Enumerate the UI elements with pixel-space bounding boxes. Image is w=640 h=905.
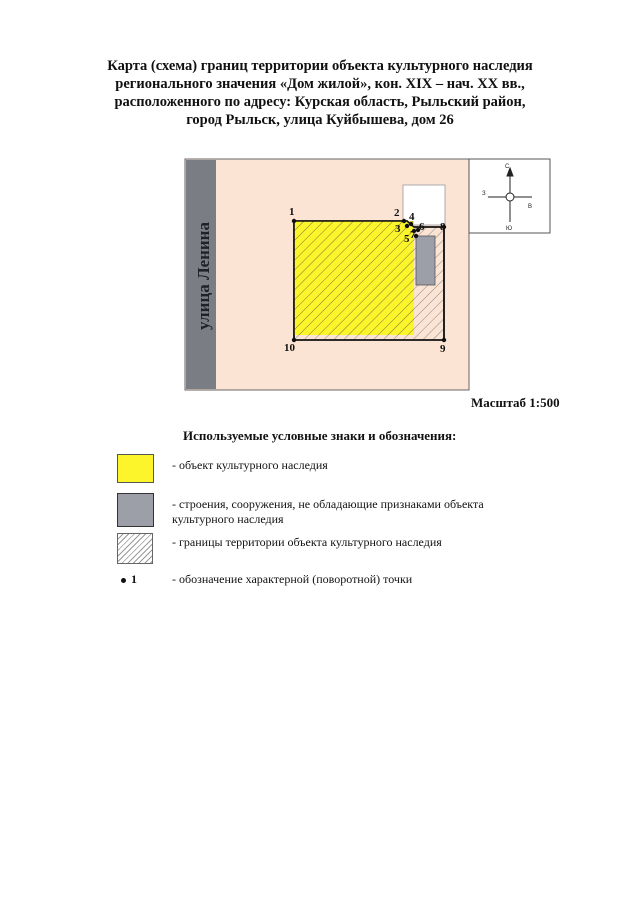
point-label-2: 2 xyxy=(394,207,400,219)
point-label-4: 4 xyxy=(409,211,415,223)
point-label-10: 10 xyxy=(284,342,295,354)
legend-heritage-swatch xyxy=(117,454,154,483)
point-dot-icon xyxy=(121,578,126,583)
compass-south: Ю xyxy=(506,226,513,232)
legend-point-sample xyxy=(121,572,137,587)
point-label-1: 1 xyxy=(289,206,295,218)
non-heritage-building xyxy=(416,236,435,285)
compass-east: В xyxy=(528,204,533,210)
title-line-3: расположенного по адресу: Курская область, Рыльский район, xyxy=(114,94,526,110)
legend-building-line-1: - строения, сооружения, не обладающие признаками объекта xyxy=(172,497,484,511)
legend-point-text: - обозначение характерной (поворотной) точки xyxy=(172,572,413,586)
heritage-object xyxy=(294,221,414,335)
legend-building-line-2: культурного наследия xyxy=(172,512,284,526)
point-label-8: 8 xyxy=(440,221,446,233)
legend-boundary-swatch xyxy=(117,533,153,564)
compass-north: С xyxy=(505,164,510,170)
compass-west: З xyxy=(482,191,486,197)
title-line-1: Карта (схема) границ территории объекта культурного наследия xyxy=(107,58,533,74)
street-label: улица Ленина xyxy=(194,222,213,330)
legend-building-text xyxy=(172,497,484,527)
title-line-4: город Рыльск, улица Куйбышева, дом 26 xyxy=(186,112,454,128)
point-label-7: 7 xyxy=(410,229,416,241)
point-label-9: 9 xyxy=(440,343,446,355)
legend-boundary-text: - границы территории объекта культурного наследия xyxy=(172,535,442,549)
point-label-5: 5 xyxy=(404,233,410,245)
title-line-2: регионального значения «Дом жилой», кон. XIX – нач. XX вв., xyxy=(115,76,525,92)
point-label-3: 3 xyxy=(395,223,401,235)
legend-heritage-text: - объект культурного наследия xyxy=(172,458,328,472)
scale-label: Масштаб 1:500 xyxy=(471,395,560,410)
legend-heading: Используемые условные знаки и обозначения: xyxy=(183,428,457,443)
point-label-6: 6 xyxy=(419,221,425,233)
legend-point-number: 1 xyxy=(131,572,137,586)
legend-building-swatch xyxy=(117,493,154,527)
